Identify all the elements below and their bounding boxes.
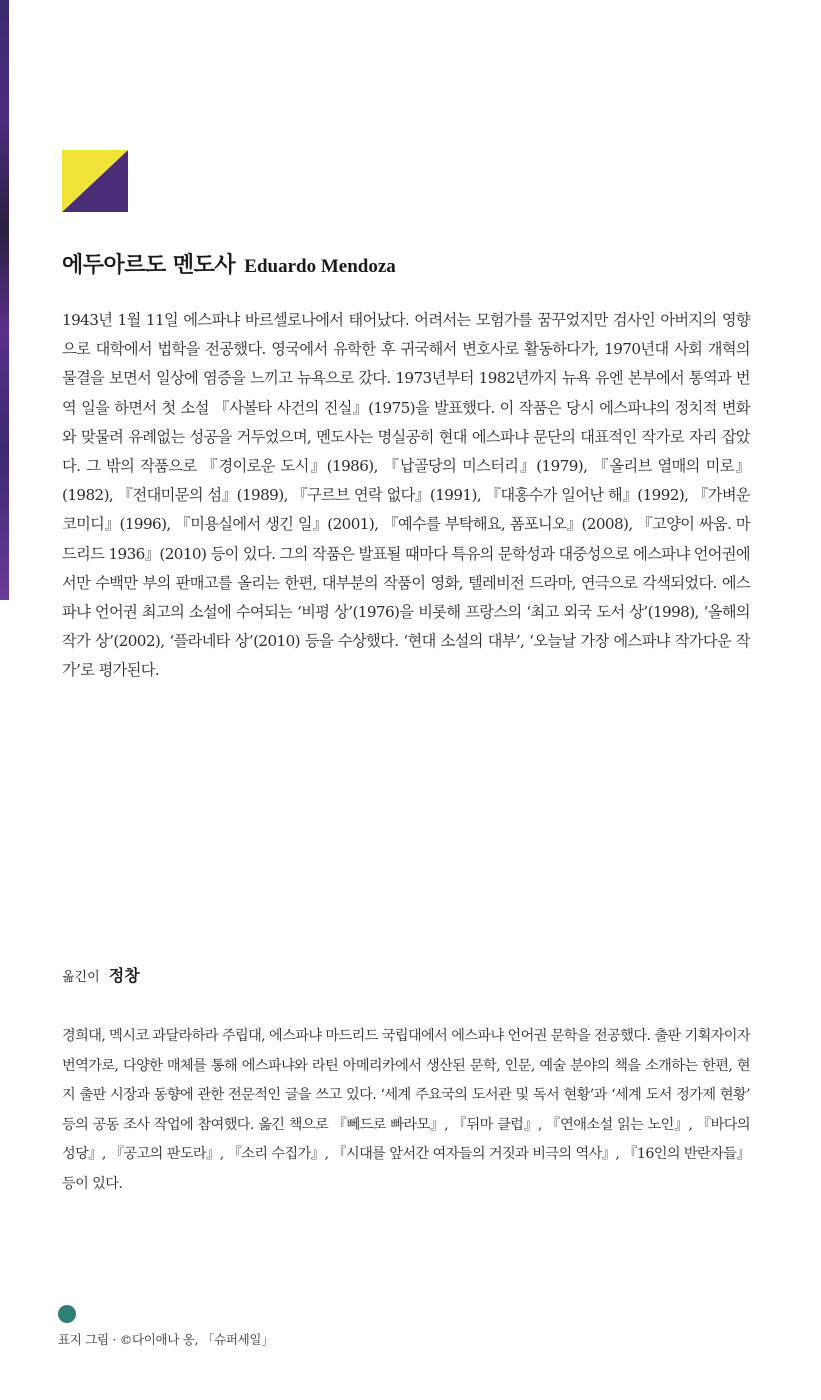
translator-biography: 경희대, 멕시코 과달라하라 주립대, 에스파냐 마드리드 국립대에서 에스파냐 언어권 문학을 전공했다. 출판 기획자이자 번역가로, 다양한 매체를 통해 에스파냐와 라틴 아메리카에서 생산된 문학, 인문, 예술 분야의 책을 소개하는 한편, 현지 출판 시장과 동향에 관한 전문적인 글을 쓰고 있다. ‘세계 주요국의 도서관 및 독서 현황’과 ‘세계 도서 정가제 현황’ 등의 공동 조사 작업에 참여했다. 옮긴 책으로 『뻬드로 빠라모』, 『뒤마 클럽』, 『연애소설 읽는 노인』, 『바다의 성당』, 『공고의 판도라』, 『소리 수집가』, 『시대를 앞서간 여자들의 거짓과 비극의 역사』, 『16인의 반란자들』 등이 있다.	[62, 1028, 750, 1192]
author-heading	[62, 248, 396, 279]
cover-edge-strip	[0, 0, 9, 600]
cover-credit-dot-icon	[58, 1305, 76, 1323]
translator-role-label: 옮긴이	[62, 970, 100, 985]
author-name-english: Eduardo Mendoza	[244, 256, 396, 277]
author-name-korean: 에두아르도 멘도사	[62, 253, 236, 278]
cover-illustration-credit: 표지 그림 · ©다이애나 옹, 「슈퍼세일」	[58, 1332, 274, 1347]
translator-heading	[62, 963, 140, 986]
author-biography: 1943년 1월 11일 에스파냐 바르셀로나에서 태어났다. 어려서는 모험가를 꿈꾸었지만 검사인 아버지의 영향으로 대학에서 법학을 전공했다. 영국에서 유학한 후 귀국해서 변호사로 활동하다가, 1970년대 사회 개혁의 물결을 보면서 일상에 염증을 느끼고 뉴욕으로 갔다. 1973년부터 1982년까지 뉴욕 유엔 본부에서 통역과 번역 일을 하면서 첫 소설 『사볼타 사건의 진실』(1975)을 발표했다. 이 작품은 당시 에스파냐의 정치적 변화와 맞물려 유례없는 성공을 거두었으며, 멘도사는 명실공히 현대 에스파냐 문단의 대표적인 작가로 자리 잡았다. 그 밖의 작품으로 『경이로운 도시』(1986), 『납골당의 미스터리』(1979), 『올리브 열매의 미로』(1982), 『전대미문의 섬』(1989), 『구르브 연락 없다』(1991), 『대홍수가 일어난 해』(1992), 『가벼운 코미디』(1996), 『미용실에서 생긴 일』(2001), 『예수를 부탁해요, 폼포니오』(2008), 『고양이 싸움. 마드리드 1936』(2010) 등이 있다. 그의 작품은 발표될 때마다 특유의 문학성과 대중성으로 에스파냐 언어권에서만 수백만 부의 판매고를 올리는 한편, 대부분의 작품이 영화, 텔레비전 드라마, 연극으로 각색되었다. 에스파냐 언어권 최고의 소설에 수여되는 ‘비평 상’(1976)을 비롯해 프랑스의 ‘최고 외국 도서 상’(1998), ‘올해의 작가 상’(2002), ‘플라네타 상’(2010) 등을 수상했다. ‘현대 소설의 대부’, ‘오늘날 가장 에스파냐 작가다운 작가’로 평가된다.	[62, 311, 751, 680]
translator-name: 정창	[108, 966, 140, 985]
yellow-purple-emblem	[62, 150, 128, 212]
